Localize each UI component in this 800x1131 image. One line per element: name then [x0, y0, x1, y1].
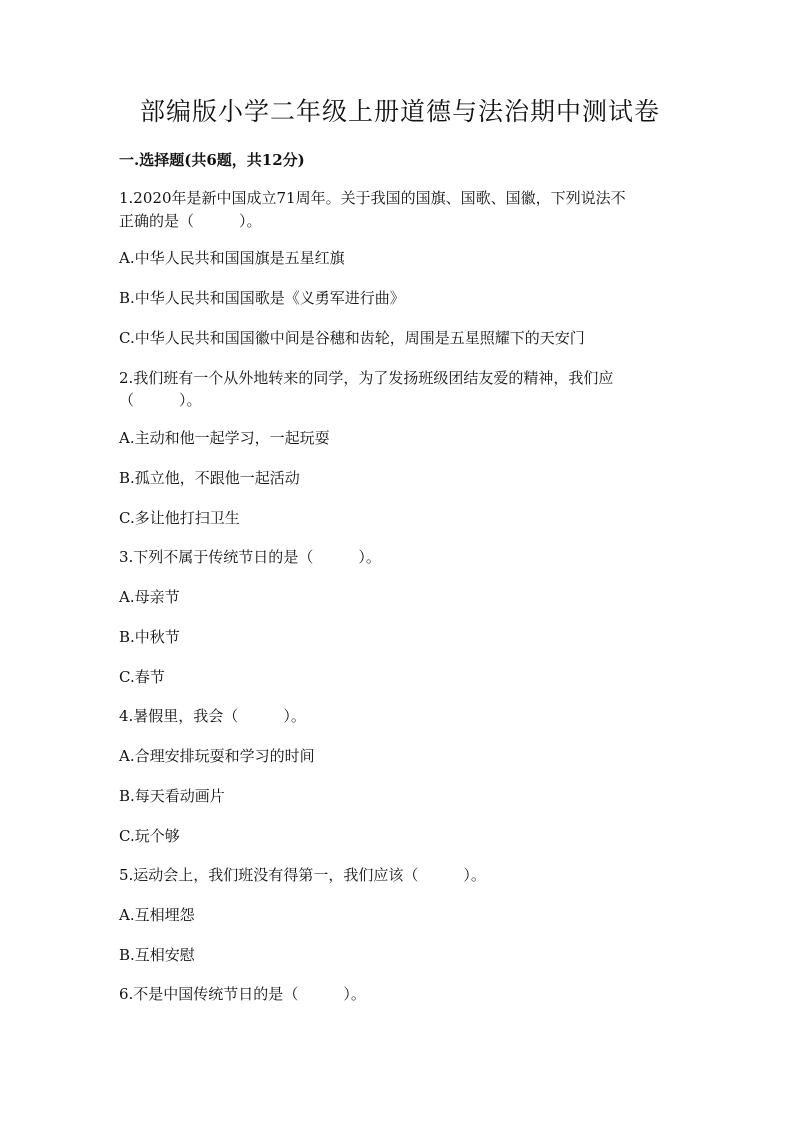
- question-1-stem-line-2: 正确的是（ ）。: [119, 212, 262, 230]
- question-4-option-c: C.玩个够: [119, 827, 180, 845]
- document-title: 部编版小学二年级上册道德与法治期中测试卷: [139, 97, 660, 126]
- question-3-option-c: C.春节: [119, 668, 165, 686]
- question-4-option-b: B.每天看动画片: [119, 787, 225, 805]
- question-1-stem-line-1: 1.2020年是新中国成立71周年。关于我国的国旗、国歌、国徽，下列说法不: [119, 189, 626, 207]
- question-5-option-a: A.互相埋怨: [119, 906, 195, 924]
- question-2-stem-line-1: 2.我们班有一个从外地转来的同学，为了发扬班级团结友爱的精神，我们应: [119, 369, 614, 387]
- question-5-stem: 5.运动会上，我们班没有得第一，我们应该（ ）。: [119, 866, 486, 884]
- question-1-option-c: C.中华人民共和国国徽中间是谷穗和齿轮，周围是五星照耀下的天安门: [119, 329, 585, 347]
- question-3-option-b: B.中秋节: [119, 628, 180, 646]
- question-5-option-b: B.互相安慰: [119, 946, 195, 964]
- question-2-option-c: C.多让他打扫卫生: [119, 509, 240, 527]
- question-2-stem-line-2: （ ）。: [119, 391, 202, 409]
- question-2-option-a: A.主动和他一起学习，一起玩耍: [119, 429, 330, 447]
- question-1-option-b: B.中华人民共和国国歌是《义勇军进行曲》: [119, 289, 405, 307]
- question-3-option-a: A.母亲节: [119, 588, 180, 606]
- question-2-option-b: B.孤立他，不跟他一起活动: [119, 469, 300, 487]
- question-1-option-a: A.中华人民共和国国旗是五星红旗: [119, 249, 345, 267]
- question-4-option-a: A.合理安排玩耍和学习的时间: [119, 747, 315, 765]
- question-6-stem: 6.不是中国传统节日的是（ ）。: [119, 985, 366, 1003]
- section-header: 一.选择题(共6题，共12分): [119, 151, 305, 169]
- question-3-stem: 3.下列不属于传统节日的是（ ）。: [119, 548, 381, 566]
- question-4-stem: 4.暑假里，我会（ ）。: [119, 707, 306, 725]
